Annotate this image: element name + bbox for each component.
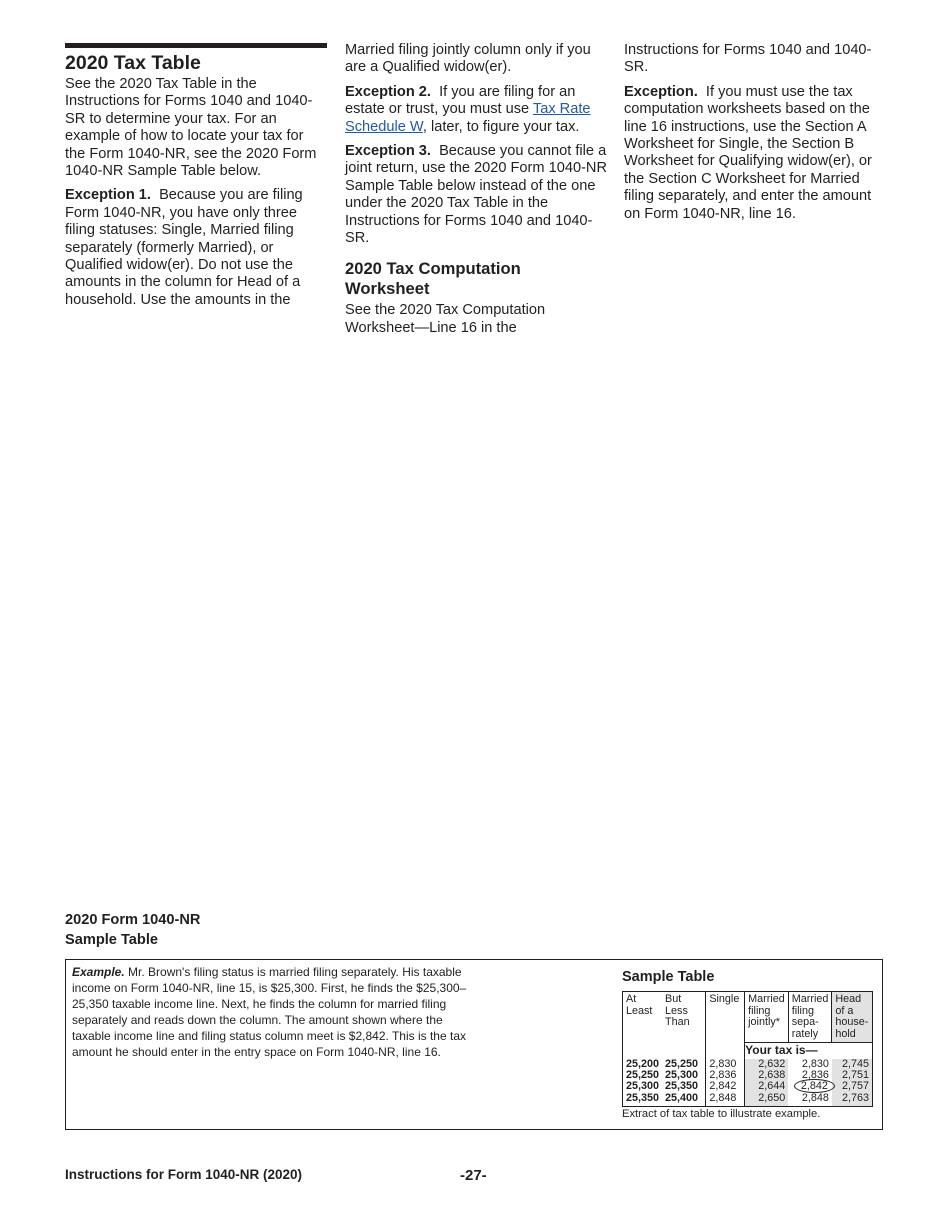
row-hoh: 2,751: [832, 1070, 873, 1081]
exception-3-label: Exception 3.: [345, 143, 431, 160]
col-header-mfs: Married filing sepa-rately: [788, 992, 832, 1043]
column-3: [624, 42, 886, 230]
row-mfj: 2,644: [745, 1081, 789, 1092]
sample-heading-line-2: Sample Table: [65, 932, 158, 948]
example-label: Example.: [72, 965, 125, 979]
worksheet-exception-text: If you must use the tax computation worksheets based on the line 16 instructions, use the Section A Worksheet for Single, the Section B Worksheet for Qualifying widow(er), or the Section C Worksheet for Married filing separately, and enter the amount on Form 1040-NR, line 16.: [624, 83, 872, 222]
table-row: [623, 1093, 873, 1107]
row-at-least: 25,250: [626, 1068, 660, 1081]
row-less-than: 25,250: [662, 1059, 706, 1070]
footer-form-title: Instructions for Form 1040-NR (2020): [65, 1167, 303, 1182]
row-hoh: 2,745: [832, 1059, 873, 1070]
row-mfs-circled: 2,842: [794, 1079, 835, 1093]
exception-1-label: Exception 1.: [65, 187, 151, 204]
col-header-at-least: At Least: [626, 993, 653, 1017]
row-less-than: 25,400: [662, 1093, 706, 1107]
row-mfs: 2,836: [801, 1068, 829, 1081]
row-mfs: 2,830: [801, 1057, 829, 1070]
column-1: [65, 42, 327, 316]
worksheet-exception: [624, 84, 886, 223]
row-less-than: 25,300: [662, 1070, 706, 1081]
exception-2: [345, 84, 607, 136]
row-mfj: 2,638: [745, 1070, 789, 1081]
exception-3: [345, 143, 607, 247]
table-row: [623, 1081, 873, 1092]
row-at-least: 25,200: [626, 1057, 660, 1070]
col-header-hoh: Head of a house-hold: [832, 992, 873, 1043]
col-header-mfj: Married filing jointly*: [745, 992, 789, 1043]
exception-1-continued: Married filing jointly column only if you are a Qualified widow(er).: [345, 42, 591, 76]
worksheet-exception-label: Exception.: [624, 83, 698, 100]
worksheet-text: See the 2020 Tax Computation Worksheet—Line 16 in the: [345, 302, 546, 336]
sample-tax-table: [622, 991, 873, 1107]
tax-rate-schedule-w-link[interactable]: Tax Rate Schedule W: [345, 101, 591, 135]
tax-table-heading: 2020 Tax Table: [65, 52, 201, 74]
row-single: 2,836: [706, 1070, 745, 1081]
row-mfj: 2,632: [745, 1059, 789, 1070]
row-at-least: 25,300: [626, 1080, 660, 1093]
row-mfj: 2,650: [745, 1093, 789, 1107]
row-hoh: 2,763: [832, 1093, 873, 1107]
table-row: [623, 1059, 873, 1070]
your-tax-is-label: Your tax is—: [745, 1043, 873, 1059]
exception-2-label: Exception 2.: [345, 83, 431, 100]
sample-table-title: Sample Table: [622, 969, 715, 985]
col-header-but-less-than: But Less Than: [662, 992, 706, 1043]
row-hoh: 2,757: [832, 1081, 873, 1092]
row-single: 2,848: [706, 1093, 745, 1107]
exception-2-text: If you are filing for an estate or trust, you must use: [345, 83, 576, 118]
example-body: Mr. Brown's filing status is married filing separately. His taxable income on Form 1040-NR, line 15, is $25,300. First, he finds the $25,300–25,350 taxable income line. Next, he finds the column for married filing separately and reads down the column. The amount shown where the taxable income line and filing status column meet is $2,842. This is the tax amount he should enter in the entry space on Form 1040-NR, line 16.: [72, 965, 467, 1059]
tax-table-intro: See the 2020 Tax Table in the Instructions for Forms 1040 and 1040-SR to determine your tax. For an example of how to locate your tax for the Form 1040-NR, see the 2020 Form 1040-NR Sample Table below.: [65, 76, 317, 180]
row-single: 2,842: [706, 1081, 745, 1092]
exception-2-text-end: , later, to figure your tax.: [422, 118, 580, 135]
worksheet-text-continued: Instructions for Forms 1040 and 1040-SR.: [624, 42, 872, 76]
row-mfs: 2,848: [801, 1091, 829, 1104]
col-header-single: Single: [706, 992, 745, 1043]
exception-3-text: Because you cannot file a joint return, use the 2020 Form 1040-NR Sample Table below instead of the one under the 2020 Tax Table in the Instructions for Forms 1040 and 1040-SR.: [345, 143, 608, 247]
example-text: [72, 964, 482, 1060]
exception-1-text: Because you are filing Form 1040-NR, you have only three filing statuses: Single, Married filing separately (formerly Married), or Qualified widow(er). Do not use the amounts in the column for Head of a household. Use the amounts in the: [65, 187, 303, 308]
sample-table-box: [65, 959, 883, 1130]
page-number: -27-: [460, 1167, 487, 1184]
exception-1: [65, 187, 327, 309]
worksheet-heading: 2020 Tax Computation Worksheet: [345, 259, 521, 299]
table-row: [623, 1070, 873, 1081]
sample-heading-line-1: 2020 Form 1040-NR: [65, 912, 201, 928]
column-2: [345, 42, 607, 344]
sample-table-caption: Extract of tax table to illustrate example.: [622, 1108, 821, 1120]
row-single: 2,830: [706, 1059, 745, 1070]
sample-table-heading: [65, 910, 200, 950]
row-at-least: 25,350: [626, 1091, 660, 1104]
row-less-than: 25,350: [662, 1081, 706, 1092]
